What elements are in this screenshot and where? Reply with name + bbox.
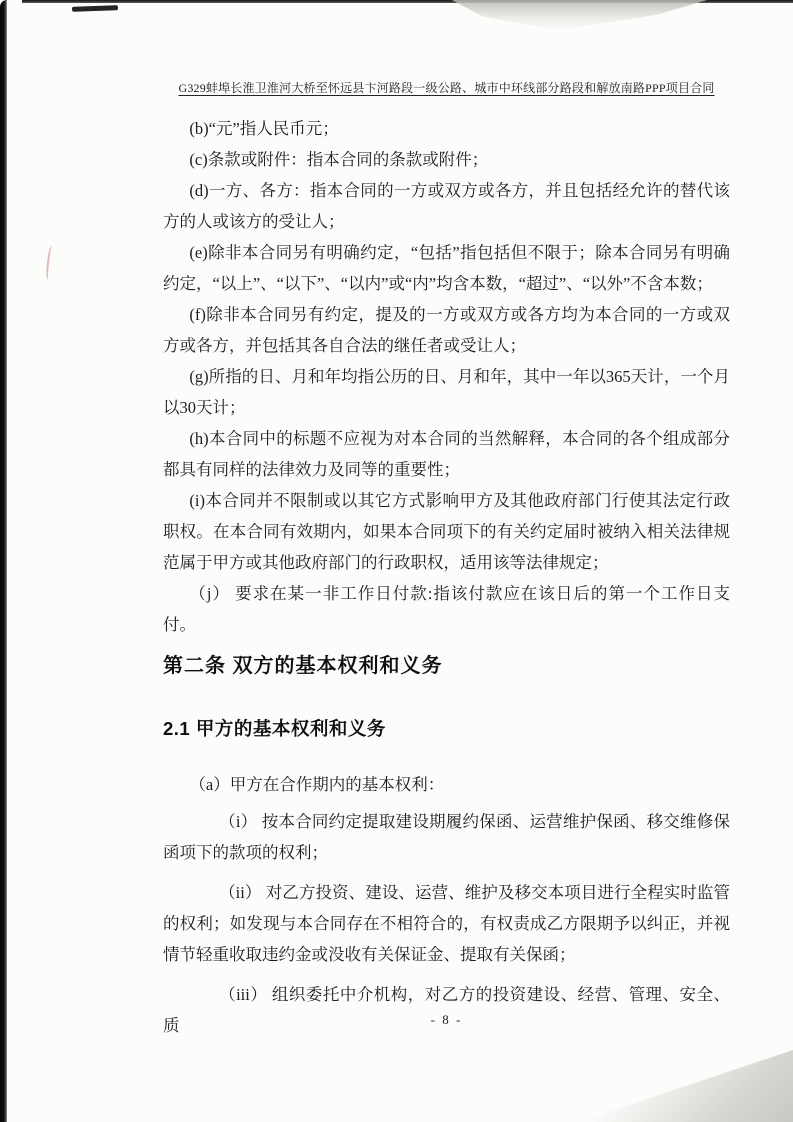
clause-intro-a: （a）甲方在合作期内的基本权利： [189, 775, 445, 794]
definition-item-f: (f)除非本合同另有约定，提及的一方或双方或各方均为本合同的一方或双方或各方，并包括其各自合法的继任者或受让人； [163, 305, 730, 355]
definition-item-h: (h)本合同中的标题不应视为对本合同的当然解释，本合同的各个组成部分都具有同样的法律效力及同等的重要性； [163, 429, 730, 479]
definition-item-c: (c)条款或附件：指本合同的条款或附件； [189, 150, 489, 169]
definition-item-i: (i)本合同并不限制或以其它方式影响甲方及其他政府部门行使其法定行政职权。在本合同有效期内，如果本合同项下的有关约定届时被纳入相关法律规范属于甲方或其他政府部门的行政职权，适用该等法律规定； [163, 491, 730, 572]
page-content [163, 0, 730, 1041]
definition-item-d: (d)一方、各方：指本合同的一方或双方或各方，并且包括经允许的替代该方的人或该方的受让人； [163, 181, 730, 231]
definition-item-e: (e)除非本合同另有明确约定，“包括”指包括但不限于；除本合同另有明确约定，“以上”、“以下”、“以内”或“内”均含本数，“超过”、“以外”不含本数； [163, 243, 730, 293]
definition-item-b: (b)“元”指人民币元； [189, 119, 339, 138]
section-heading: 第二条 双方的基本权利和义务 [163, 655, 443, 677]
page-number: - 8 - [430, 1012, 463, 1027]
clause-item-i: （i） 按本合同约定提取建设期履约保函、运营维护保函、移交维修保函项下的款项的权利； [163, 812, 730, 862]
definition-item-j: （j） 要求在某一非工作日付款:指该付款应在该日后的第一个工作日支付。 [163, 584, 730, 634]
red-pen-mark [45, 246, 56, 281]
scan-edge-left [0, 0, 7, 1122]
document-header: G329蚌埠长淮卫淮河大桥至怀远县卞河路段一级公路、城市中环线部分路段和解放南路PPP项目合同 [178, 81, 715, 95]
definition-item-g: (g)所指的日、月和年均指公历的日、月和年，其中一年以365天计，一个月以30天计； [163, 367, 730, 417]
clause-item-ii: （ii） 对乙方投资、建设、运营、维护及移交本项目进行全程实时监管的权利；如发现与本合同存在不相符合的，有权责成乙方限期予以纠正，并视情节轻重收取违约金或没收有关保证金、提取有关保函； [163, 883, 730, 964]
scan-edge-top-dash [72, 5, 118, 12]
subsection-heading: 2.1 甲方的基本权利和义务 [163, 718, 386, 739]
clause-item-iii: （iii） 组织委托中介机构，对乙方的投资建设、经营、管理、安全、质 [163, 985, 730, 1035]
scan-shadow-bottom-right [578, 1050, 793, 1122]
